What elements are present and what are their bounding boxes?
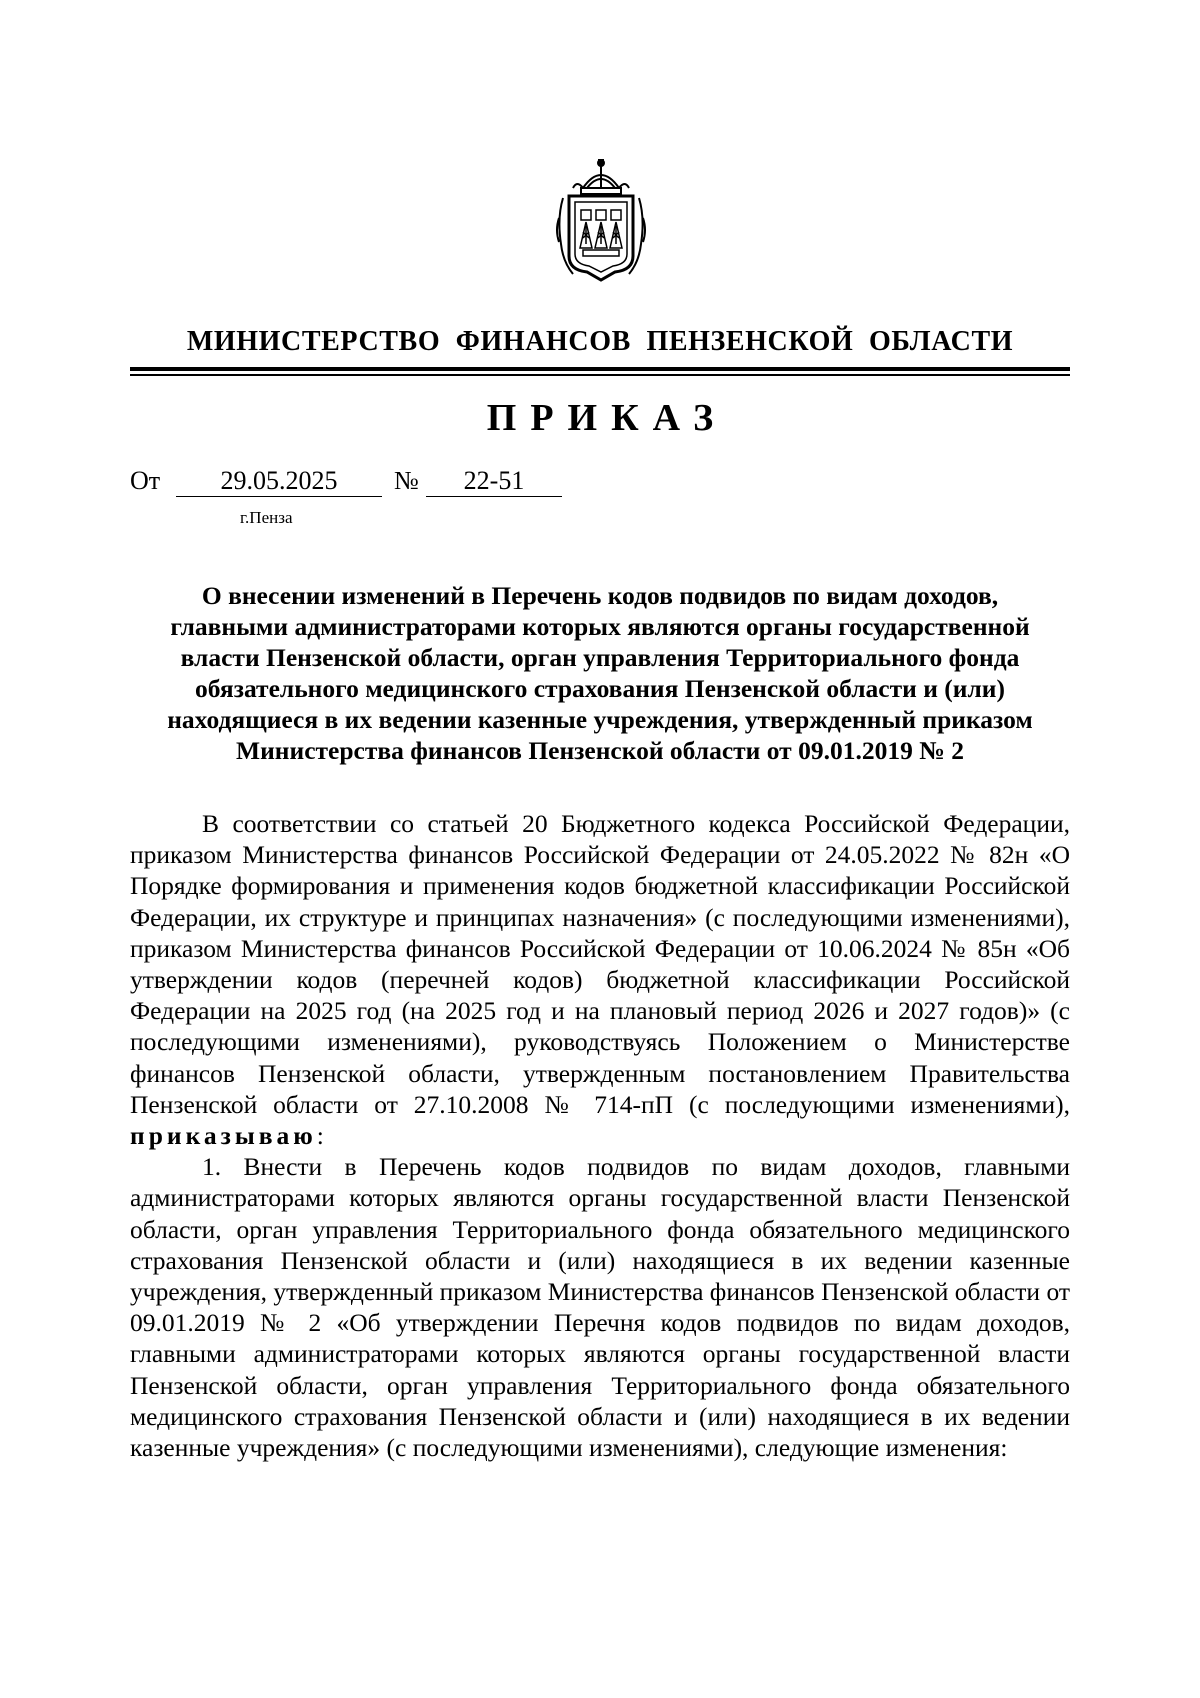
- document-city: г.Пенза: [240, 508, 293, 527]
- order-word: приказываю: [130, 1121, 317, 1151]
- document-type: ПРИКАЗ: [486, 397, 728, 439]
- document-number: 22-51: [426, 466, 562, 497]
- order-colon: :: [316, 1121, 324, 1151]
- document-date: 29.05.2025: [176, 466, 382, 497]
- header-rule-thick: [130, 367, 1070, 371]
- title-line: обязательного медицинского страхования Пензенской области и (или): [195, 674, 1005, 703]
- ministry-name: МИНИСТЕРСТВО ФИНАНСОВ ПЕНЗЕНСКОЙ ОБЛАСТИ: [186, 326, 1014, 357]
- document-body: [130, 808, 1070, 1463]
- title-line: находящиеся в их ведении казенные учреждения, утвержденный приказом: [167, 705, 1033, 734]
- from-label: От: [130, 466, 161, 495]
- title-line: главными администраторами которых являются органы государственной: [170, 612, 1030, 641]
- header-rule-thin: [130, 374, 1070, 376]
- item-1-paragraph: 1. Внести в Перечень кодов подвидов по видам доходов, главными администраторами которых являются органы государственной власти Пензенской области, орган управления Территориального фонда обязательного медицинского страхования Пензенской области и (или) находящиеся в их ведении казенные учреждения, утвержденный приказом Министерства финансов Пензенской области от 09.01.2019 № 2 «Об утверждении Перечня кодов подвидов по видам доходов, главными администраторами которых являются органы государственной власти Пензенской области, орган управления Территориального фонда обязательного медицинского страхования Пензенской области и (или) находящиеся в их ведении казенные учреждения» (с последующими изменениями), следующие изменения:: [130, 1152, 1070, 1463]
- title-line: власти Пензенской области, орган управления Территориального фонда: [180, 643, 1020, 672]
- preamble-paragraph: [130, 808, 1070, 1151]
- coat-of-arms-icon: [553, 158, 649, 284]
- title-line: О внесении изменений в Перечень кодов подвидов по видам доходов,: [201, 581, 999, 610]
- number-label: №: [394, 466, 419, 495]
- title-line: Министерства финансов Пензенской области от 09.01.2019 № 2: [236, 736, 964, 765]
- preamble-text: В соответствии со статьей 20 Бюджетного кодекса Российской Федерации, приказом Министерства финансов Российской Федерации от 24.05.2022 № 82н «О Порядке формирования и применения кодов бюджетной классификации Российской Федерации, их структуре и принципах назначения» (с последующими изменениями), приказом Министерства финансов Российской Федерации от 10.06.2024 № 85н «Об утверждении кодов (перечней кодов) бюджетной классификации Российской Федерации на 2025 год (на 2025 год и на плановый период 2026 и 2027 годов)» (с последующими изменениями), руководствуясь Положением о Министерстве финансов Пензенской области, утвержденным постановлением Правительства Пензенской области от 27.10.2008 № 714-пП (с последующими изменениями),: [130, 809, 1070, 1119]
- document-title: [130, 580, 1070, 766]
